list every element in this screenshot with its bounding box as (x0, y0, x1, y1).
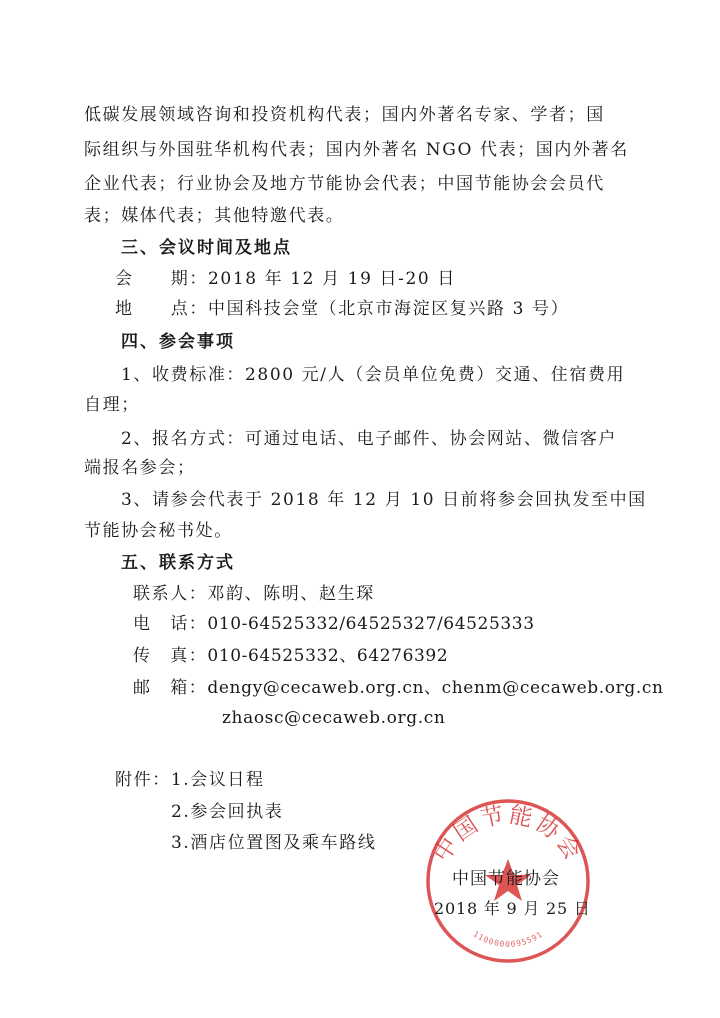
meeting-venue-value: 中国科技会堂（北京市海淀区复兴路 3 号） (208, 299, 570, 319)
email-row (133, 678, 664, 698)
body-line-2: 际组织与外国驻华机构代表；国内外著名 NGO 代表；国内外著名 (84, 140, 629, 160)
contact-label: 联系人： (133, 584, 208, 604)
registration-line-2: 端报名参会； (84, 458, 196, 478)
contact-row (133, 584, 375, 604)
meeting-venue-row (115, 299, 569, 319)
svg-text:1100000095591: 1100000095591 (471, 929, 545, 949)
body-line-4: 表；媒体代表；其他特邀代表。 (84, 206, 345, 226)
attachment-item-2: 2.参会回执表 (171, 802, 284, 822)
fax-row (133, 646, 448, 666)
body-line-1: 低碳发展领域咨询和投资机构代表；国内外著名专家、学者；国 (84, 105, 605, 125)
fax-label: 传 真： (133, 646, 208, 666)
meeting-venue-label: 地 点： (115, 299, 208, 319)
email-value-1: dengy@cecaweb.org.cn、chenm@cecaweb.org.cn (207, 678, 664, 698)
meeting-date-row (115, 269, 456, 289)
attachment-item-1: 1.会议日程 (170, 770, 265, 790)
phone-row (133, 614, 535, 634)
fax-value: 010-64525332、64276392 (207, 646, 449, 666)
attachments-row (115, 770, 265, 790)
phone-value: 010-64525332/64525327/64525333 (207, 614, 535, 634)
fee-line-2: 自理； (84, 395, 140, 415)
email-label: 邮 箱： (133, 678, 208, 698)
attachments-label: 附件： (115, 770, 171, 790)
section4-heading: 四、参会事项 (121, 332, 235, 352)
svg-text:中国节能协会: 中国节能协会 (429, 802, 587, 867)
body-line-3: 企业代表；行业协会及地方节能协会代表；中国节能协会会员代 (84, 174, 605, 194)
email-value-2: zhaosc@cecaweb.org.cn (222, 708, 446, 728)
reply-line-1: 3、请参会代表于 2018 年 12 月 10 日前将参会回执发至中国 (121, 490, 647, 510)
signature-date: 2018 年 9 月 25 日 (434, 899, 591, 918)
attachment-item-3: 3.酒店位置图及乘车路线 (171, 833, 377, 853)
registration-line-1: 2、报名方式：可通过电话、电子邮件、协会网站、微信客户 (121, 429, 618, 449)
reply-line-2: 节能协会秘书处。 (84, 521, 233, 541)
meeting-date-value: 2018 年 12 月 19 日-20 日 (208, 269, 456, 289)
phone-label: 电 话： (133, 614, 208, 634)
section5-heading: 五、联系方式 (121, 553, 235, 573)
signature-organization: 中国节能协会 (452, 869, 560, 889)
fee-line-1: 1、收费标准：2800 元/人（会员单位免费）交通、住宿费用 (121, 365, 626, 385)
contact-value: 邓韵、陈明、赵生琛 (207, 584, 375, 604)
meeting-date-label: 会 期： (115, 269, 208, 289)
section3-heading: 三、会议时间及地点 (121, 238, 292, 258)
